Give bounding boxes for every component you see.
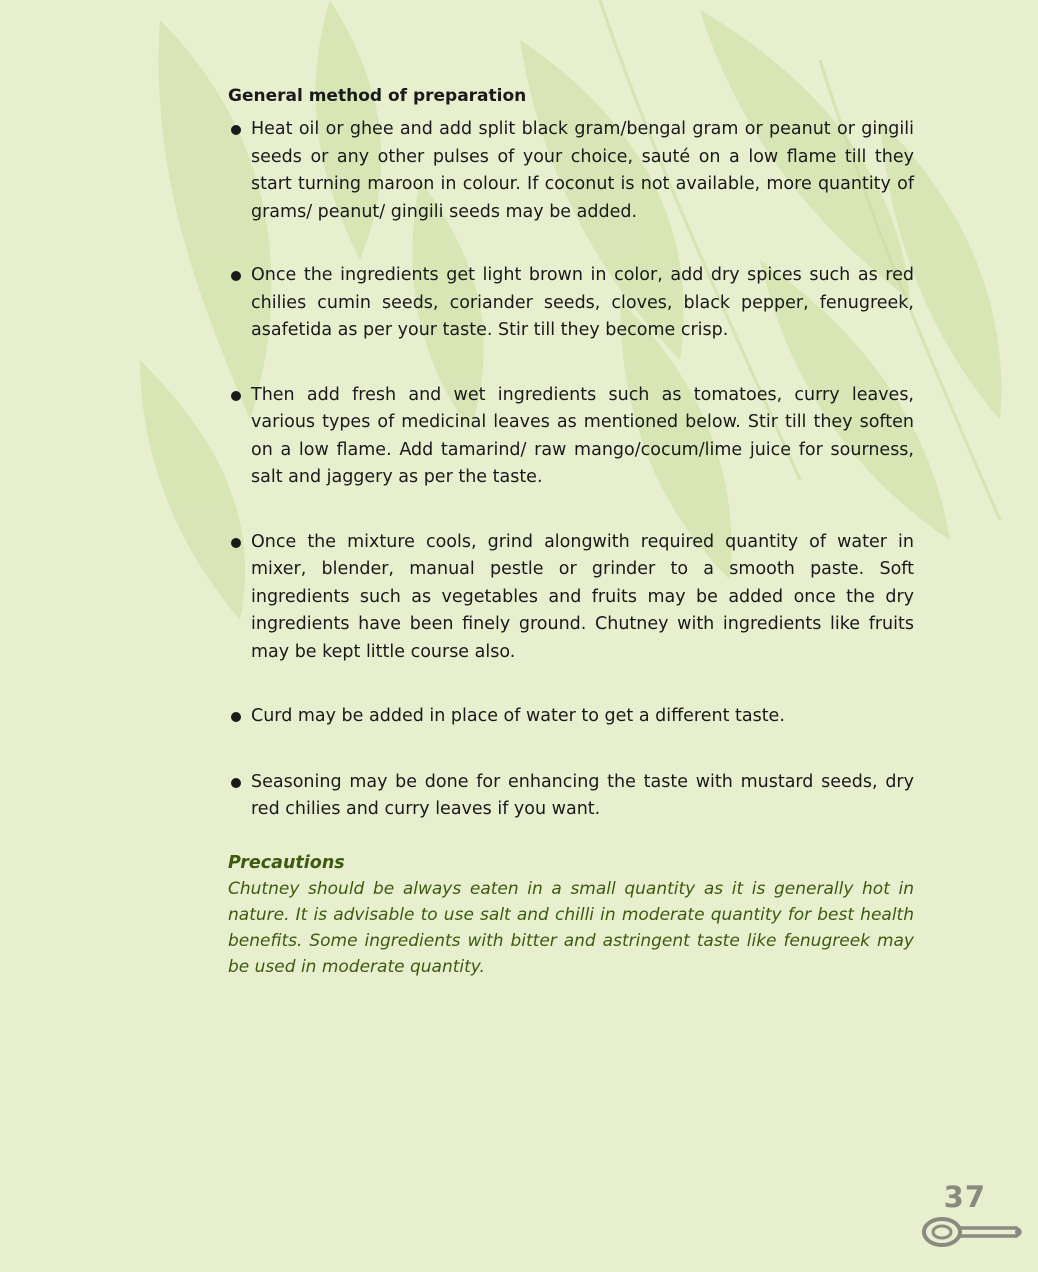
- bullet-text: Curd may be added in place of water to get a different taste.: [251, 706, 785, 726]
- bullet-text: Once the mixture cools, grind alongwith required quantity of water in mixer, blender, manual pestle or grinder to a smooth paste. Soft ingredients such as vegetables and fruits may be added once the dry ingredients have been finely ground. Chutney with ingredients like fruits may be kept little course also.: [251, 531, 914, 662]
- bullet-icon: [231, 712, 241, 722]
- bullet-text: Heat oil or ghee and add split black gram/bengal gram or peanut or gingili seeds or any other pulses of your choice, sauté on a low flame till they start turning maroon in colour. If coconut is not available, more quantity of grams/ peanut/ gingili seeds may be added.: [251, 119, 914, 222]
- bullet-item: [228, 116, 914, 226]
- page-number: 37: [943, 1180, 986, 1214]
- bullet-item: [228, 529, 914, 667]
- precautions-section: [228, 850, 914, 980]
- bullet-item: [228, 262, 914, 345]
- bullet-text: Seasoning may be done for enhancing the taste with mustard seeds, dry red chilies and curry leaves if you want.: [251, 771, 914, 819]
- bullet-icon: [231, 271, 241, 281]
- precautions-body: Chutney should be always eaten in a small quantity as it is generally hot in nature. It is advisable to use salt and chilli in moderate quantity for best health benefits. Some ingredients with bitter and astringent taste like fenugreek may be used in moderate quantity.: [228, 878, 914, 977]
- bullet-text: Once the ingredients get light brown in color, add dry spices such as red chilies cumin seeds, coriander seeds, cloves, black pepper, fenugreek, asafetida as per your taste. Stir till they become crisp.: [251, 265, 914, 340]
- bullet-text: Then add fresh and wet ingredients such as tomatoes, curry leaves, various types of medicinal leaves as mentioned below. Stir till they soften on a low flame. Add tamarind/ raw mango/cocum/lime juice for sourness, salt and jaggery as per the taste.: [251, 384, 914, 487]
- bullet-item: [228, 382, 914, 492]
- section-heading: General method of preparation: [228, 86, 527, 106]
- precautions-title: Precautions: [228, 852, 345, 873]
- page-footer: [920, 1180, 1030, 1252]
- content: [228, 86, 914, 980]
- bullet-item: [228, 769, 914, 824]
- bullet-icon: [231, 125, 241, 135]
- bullet-icon: [231, 538, 241, 548]
- bullet-list: [228, 116, 914, 824]
- bullet-icon: [231, 778, 241, 788]
- spoon-icon: [920, 1212, 1028, 1252]
- bullet-icon: [231, 391, 241, 401]
- bullet-item: [228, 703, 914, 731]
